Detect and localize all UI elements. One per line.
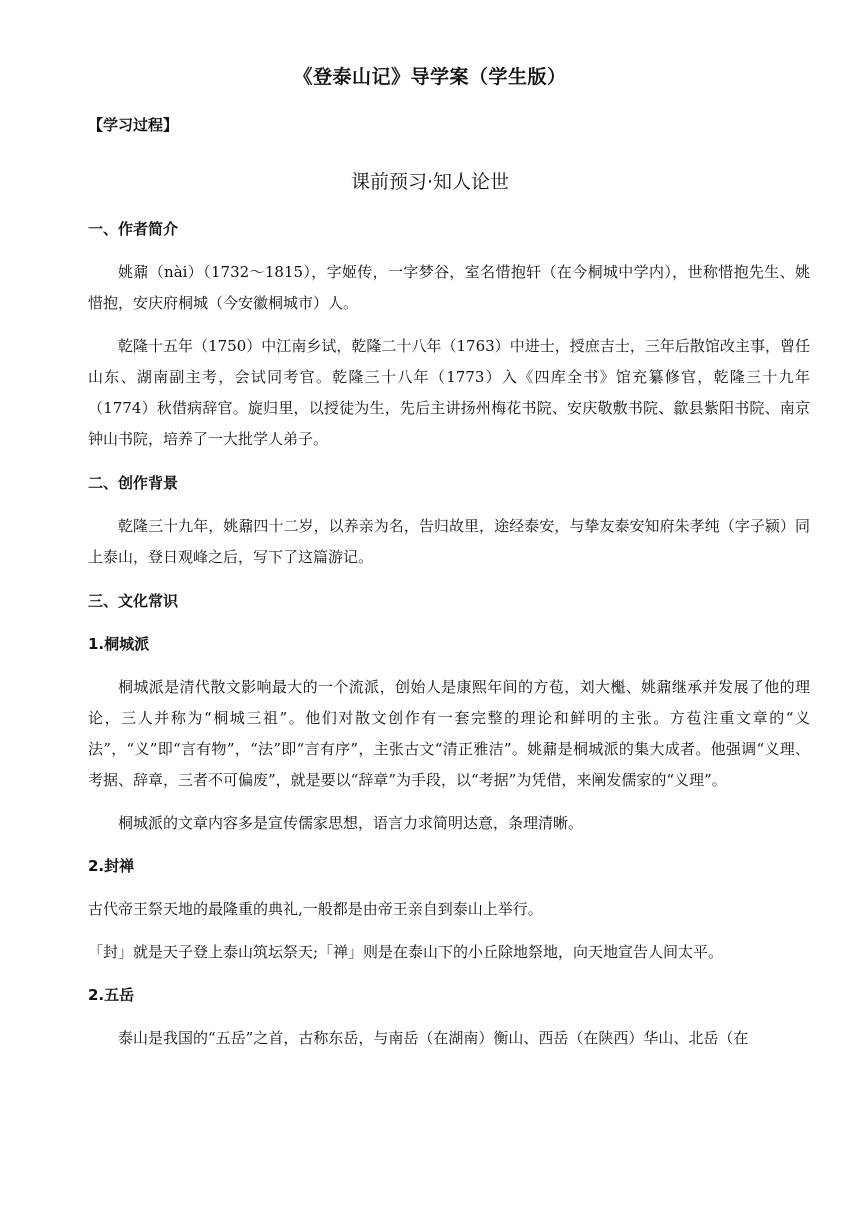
fengshan-paragraph: 古代帝王祭天地的最隆重的典礼,一般都是由帝王亲自到泰山上举行。 — [88, 900, 543, 918]
fengshan-heading: 2.封禅 — [88, 857, 135, 875]
tongcheng-style-paragraph: 桐城派的文章内容多是宣传儒家思想，语言力求简明达意，条理清晰。 — [118, 814, 584, 832]
section-heading: 课前预习·知人论世 — [350, 171, 510, 193]
document-body — [88, 214, 810, 1054]
background-heading: 二、创作背景 — [88, 474, 179, 492]
background-paragraph: 乾隆三十九年，姚鼐四十二岁，以养亲为名，告归故里，途经泰安，与挚友泰安知府朱孝纯（字子颍）同上泰山，登日观峰之后，写下了这篇游记。 — [88, 517, 810, 566]
learning-process-label: 【学习过程】 — [88, 116, 179, 134]
five-mountains-heading: 2.五岳 — [88, 986, 135, 1004]
five-mountains-paragraph: 泰山是我国的“五岳”之首，古称东岳，与南岳（在湖南）衡山、西岳（在陕西）华山、北岳（在 — [118, 1029, 749, 1047]
author-intro-paragraph: 姚鼐（nài）（1732～1815），字姬传，一字梦谷，室名惜抱轩（在今桐城中学内），世称惜抱先生、姚惜抱，安庆府桐城（今安徽桐城市）人。 — [88, 263, 810, 312]
culture-heading: 三、文化常识 — [88, 592, 179, 610]
tongcheng-school-heading: 1.桐城派 — [88, 635, 150, 653]
author-career-paragraph: 乾隆十五年（1750）中江南乡试，乾隆二十八年（1763）中进士，授庶吉士，三年后散馆改主事，曾任山东、湖南副主考，会试同考官。乾隆三十八年（1773）入《四库全书》馆充纂修官，乾隆三十九年（1774）秋借病辞官。旋归里，以授徒为生，先后主讲扬州梅花书院、安庆敬敷书院、歙县紫阳书院、南京钟山书院，培养了一大批学人弟子。 — [88, 337, 810, 448]
tongcheng-school-paragraph: 桐城派是清代散文影响最大的一个流派，创始人是康熙年间的方苞，刘大櫆、姚鼐继承并发展了他的理论，三人并称为“桐城三祖”。他们对散文创作有一套完整的理论和鲜明的主张。方苞注重文章的“义法”，“义”即“言有物”，“法”即“言有序”，主张古文“清正雅洁”。姚鼐是桐城派的集大成者。他强调“义理、考据、辞章，三者不可偏废”，就是要以“辞章”为手段，以“考据”为凭借，来阐发儒家的“义理”。 — [88, 678, 810, 789]
fengshan-detail-paragraph: 「封」就是天子登上泰山筑坛祭天;「禅」则是在泰山下的小丘除地祭地，向天地宣告人间太平。 — [88, 943, 724, 961]
author-intro-heading: 一、作者简介 — [88, 220, 179, 238]
document-title: 《登泰山记》导学案（学生版） — [293, 66, 567, 88]
